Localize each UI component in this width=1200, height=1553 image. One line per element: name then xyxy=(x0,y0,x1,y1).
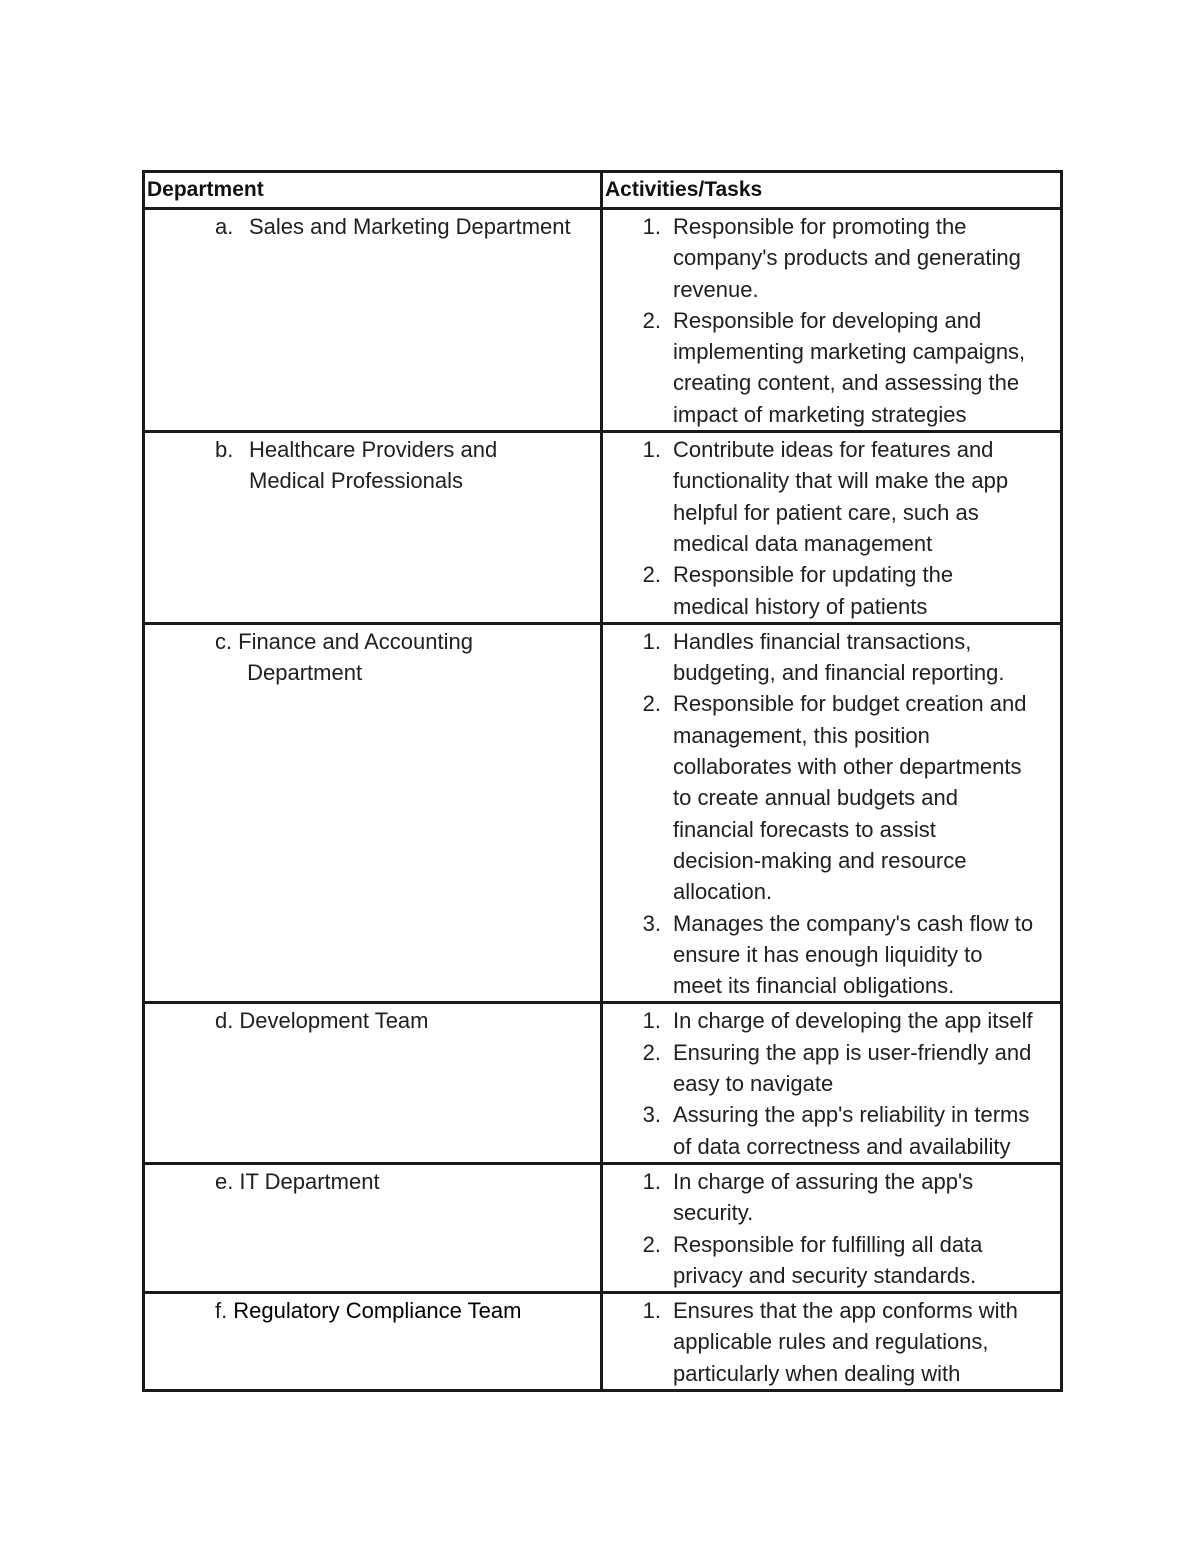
task-list xyxy=(603,625,1060,1002)
department-name: Finance and Accounting xyxy=(238,628,473,654)
tasks-cell xyxy=(602,432,1062,624)
table-row xyxy=(144,1163,1062,1292)
task-text: Responsible for fulfilling all data privacy and security standards. xyxy=(673,1231,983,1288)
row-letter: f. xyxy=(215,1298,228,1324)
table-row xyxy=(144,1293,1062,1391)
table-row xyxy=(144,432,1062,624)
task-number: 1. xyxy=(642,1168,661,1194)
task-list xyxy=(603,1294,1060,1389)
list-item xyxy=(603,1037,1060,1100)
task-number: 1. xyxy=(642,628,661,654)
department-name: Healthcare Providers and xyxy=(249,437,498,463)
row-letter: c. xyxy=(215,628,233,654)
list-item xyxy=(603,305,1060,430)
list-item xyxy=(603,1099,1060,1162)
task-number: 2. xyxy=(642,1231,661,1257)
table-row xyxy=(144,209,1062,432)
list-item xyxy=(603,1229,1060,1292)
task-text: Ensures that the app conforms with applicable rules and regulations, particularly when dealing with xyxy=(673,1298,1018,1386)
department-cell xyxy=(144,623,602,1003)
tasks-cell xyxy=(602,1003,1062,1163)
task-text: Manages the company's cash flow to ensure it has enough liquidity to meet its financial obligations. xyxy=(673,910,1034,999)
tasks-cell xyxy=(602,1163,1062,1292)
department-cell xyxy=(144,1293,602,1391)
task-number: 3. xyxy=(642,910,661,936)
row-letter: d. xyxy=(215,1008,234,1034)
tasks-cell xyxy=(602,1293,1062,1391)
list-item xyxy=(603,1005,1060,1036)
task-number: 2. xyxy=(642,307,661,333)
task-list xyxy=(603,1004,1060,1161)
department-name: Regulatory Compliance Team xyxy=(233,1298,522,1324)
list-item xyxy=(603,1166,1060,1229)
task-number: 2. xyxy=(642,691,661,717)
task-number: 1. xyxy=(642,1008,661,1034)
task-text: Responsible for developing and implementing marketing campaigns, creating content, and assessing the impact of marketing strategies xyxy=(673,307,1026,427)
task-text: In charge of assuring the app's security. xyxy=(673,1168,974,1226)
activities-column-header: Activities/Tasks xyxy=(602,172,1062,209)
task-text: Handles financial transactions, budgeting, and financial reporting. xyxy=(673,628,1005,686)
row-letter: e. xyxy=(215,1168,234,1194)
list-item xyxy=(603,211,1060,305)
task-list xyxy=(603,433,1060,622)
department-column-header: Department xyxy=(144,172,602,209)
table-row xyxy=(144,1003,1062,1163)
tasks-cell xyxy=(602,623,1062,1003)
task-text: Responsible for updating the medical history of patients xyxy=(673,562,954,619)
task-text: Assuring the app's reliability in terms of data correctness and availability xyxy=(673,1102,1030,1159)
department-name: Development Team xyxy=(239,1008,429,1034)
task-text: Responsible for budget creation and management, this position collaborates with other departments to create annual budgets and financial forecasts to assist decision-making and resource allocation. xyxy=(673,691,1027,905)
department-activities-table xyxy=(142,170,1063,1392)
row-letter: b. xyxy=(215,437,234,463)
department-cell xyxy=(144,209,602,432)
list-item xyxy=(603,688,1060,907)
task-text: In charge of developing the app itself xyxy=(673,1008,1033,1034)
tasks-cell xyxy=(602,209,1062,432)
department-cell xyxy=(144,432,602,624)
task-number: 1. xyxy=(642,214,661,239)
table-row xyxy=(144,623,1062,1003)
table-header-row xyxy=(144,172,1062,209)
department-cell xyxy=(144,1003,602,1163)
task-text: Responsible for promoting the company's products and generating revenue. xyxy=(673,214,1021,302)
task-list xyxy=(603,210,1060,430)
department-name: IT Department xyxy=(239,1168,380,1194)
list-item xyxy=(603,434,1060,559)
task-number: 1. xyxy=(642,437,661,463)
task-text: Contribute ideas for features and functionality that will make the app helpful for patient care, such as medical data management xyxy=(673,437,1009,556)
list-item xyxy=(603,908,1060,1002)
department-name-continued: Medical Professionals xyxy=(249,468,463,494)
list-item xyxy=(603,1295,1060,1389)
task-number: 2. xyxy=(642,562,661,588)
task-text: Ensuring the app is user-friendly and easy to navigate xyxy=(673,1039,1032,1097)
department-name: Sales and Marketing Department xyxy=(249,214,571,239)
task-number: 3. xyxy=(642,1102,661,1128)
task-list xyxy=(603,1165,1060,1291)
task-number: 2. xyxy=(642,1039,661,1065)
row-letter: a. xyxy=(215,214,234,239)
department-name-continued: Department xyxy=(247,660,363,686)
list-item xyxy=(603,559,1060,622)
task-number: 1. xyxy=(642,1298,661,1324)
department-cell xyxy=(144,1163,602,1292)
list-item xyxy=(603,626,1060,689)
